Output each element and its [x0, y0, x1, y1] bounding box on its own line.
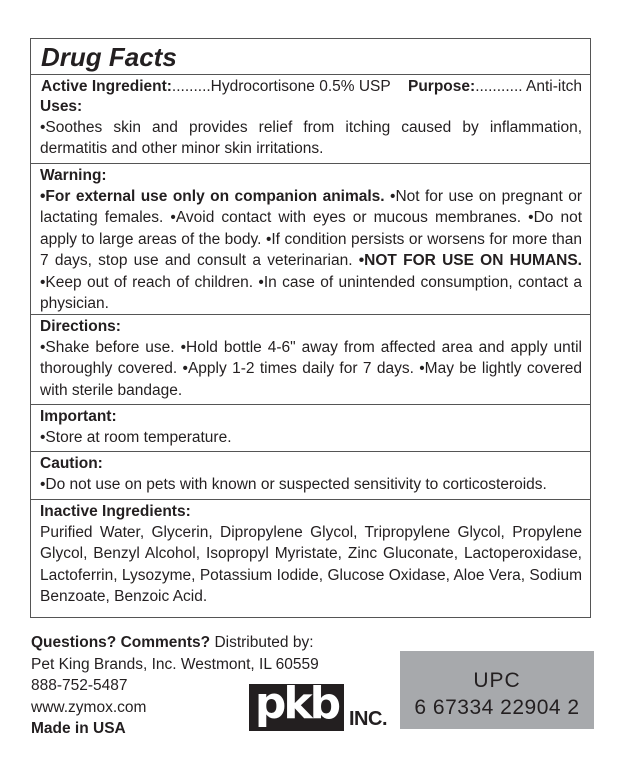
uses-text: •Soothes skin and provides relief from itching caused by inflammation, dermatitis and other minor skin irritations.: [40, 119, 582, 158]
important-section: [31, 405, 590, 452]
uses-heading: Uses:: [40, 98, 83, 115]
pkb-logo-mark: pkb: [249, 684, 344, 731]
warning-text: [40, 186, 582, 314]
pkb-logo-suffix: INC.: [349, 708, 387, 730]
drug-facts-header: [31, 39, 590, 95]
important-heading: Important:: [40, 408, 117, 425]
active-ingredient: [41, 77, 391, 96]
upc-label: UPC: [473, 669, 521, 692]
questions-label: Questions? Comments?: [31, 634, 211, 651]
warning-not-for-humans: •NOT FOR USE ON HUMANS.: [358, 252, 582, 270]
active-ingredient-label: Active Ingredient:: [41, 78, 172, 95]
website: www.zymox.com: [31, 698, 147, 716]
active-ingredient-value: .........Hydrocortisone 0.5% USP: [171, 78, 391, 95]
directions-heading: Directions:: [40, 318, 121, 335]
purpose-label: Purpose:: [408, 78, 476, 95]
caution-text: •Do not use on pets with known or suspected sensitivity to corticosteroids.: [40, 476, 547, 493]
upc-box: [400, 651, 594, 729]
warning-external-use: •For external use only on companion animals.: [40, 188, 385, 205]
warning-section: [31, 164, 590, 315]
company-address: Pet King Brands, Inc. Westmont, IL 60559: [31, 655, 319, 673]
warning-text-part2: •Keep out of reach of children. •In case of unintended consumption, contact a physician.: [40, 273, 582, 313]
uses-section: [31, 95, 590, 164]
directions-text: •Shake before use. •Hold bottle 4-6" away from affected area and apply until thoroughly covered. •Apply 1-2 times daily for 7 days. •May be lightly covered with sterile bandage.: [40, 339, 582, 399]
important-text: •Store at room temperature.: [40, 429, 232, 446]
inactive-ingredients-section: [31, 500, 590, 618]
warning-heading: Warning:: [40, 167, 107, 184]
drug-facts-title: Drug Facts: [41, 42, 177, 72]
active-ingredient-row: [31, 74, 590, 96]
questions-line: [31, 632, 319, 654]
purpose: [408, 77, 582, 96]
caution-heading: Caution:: [40, 455, 103, 472]
upc-number: 6 67334 22904 2: [414, 696, 580, 719]
purpose-value: ........... Anti-itch: [475, 78, 582, 95]
distributed-by: Distributed by:: [210, 634, 314, 651]
phone-number: 888-752-5487: [31, 677, 128, 695]
warning-text-part1: •Not for use on pregnant or lactating females. •Avoid contact with eyes or mucous membranes. •Do not apply to large areas of the body. •If condition persists or worsens for more than 7 days, stop use and consult a veterinarian.: [40, 188, 582, 270]
drug-facts-panel: [30, 38, 591, 618]
made-in: Made in USA: [31, 720, 126, 738]
pkb-logo: [249, 684, 399, 736]
inactive-ingredients-heading: Inactive Ingredients:: [40, 503, 191, 520]
caution-section: [31, 452, 590, 500]
directions-section: [31, 315, 590, 405]
inactive-ingredients-text: Purified Water, Glycerin, Dipropylene Glycol, Tripropylene Glycol, Propylene Glycol, Benzyl Alcohol, Isopropyl Myristate, Zinc Gluconate, Lactoperoxidase, Lactoferrin, Lysozyme, Potassium Iodide, Glucose Oxidase, Aloe Vera, Sodium Benzoate, Benzoic Acid.: [40, 524, 582, 606]
